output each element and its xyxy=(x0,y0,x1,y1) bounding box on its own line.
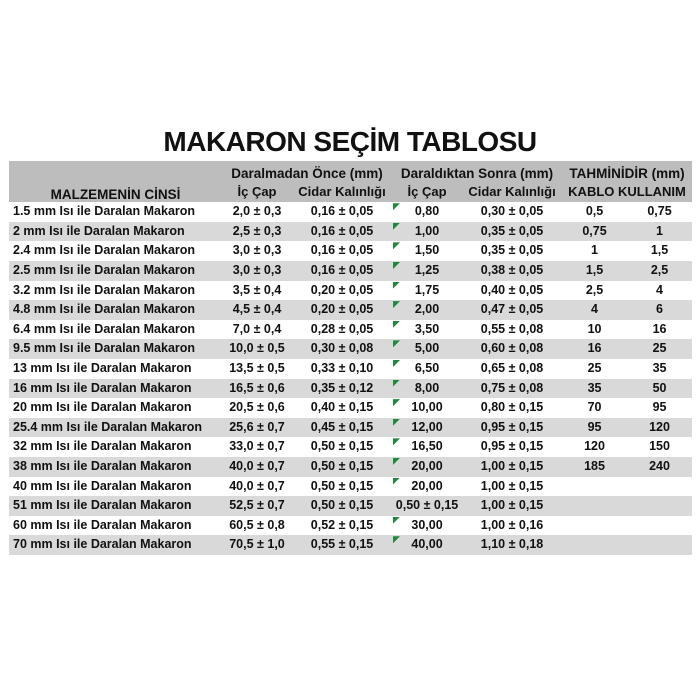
cable-usage-min-cell: 1 xyxy=(591,243,598,258)
col-header-wall-thickness-after: Cidar Kalınlığı xyxy=(462,181,562,202)
cable-usage-max-cell: 150 xyxy=(649,439,670,454)
material-name-cell: 1.5 mm Isı ile Daralan Makaron xyxy=(13,204,196,219)
table-body xyxy=(9,202,692,555)
inner-diameter-before-cell: 13,5 ± 0,5 xyxy=(229,360,285,375)
page-title: MAKARON SEÇİM TABLOSU xyxy=(163,126,537,157)
table-row xyxy=(9,202,692,222)
wall-thickness-after-cell: 1,00 ± 0,16 xyxy=(480,517,544,532)
inner-diameter-before-cell: 3,0 ± 0,3 xyxy=(232,262,282,277)
table-row xyxy=(9,516,692,536)
inner-diameter-before-cell: 40,0 ± 0,7 xyxy=(229,478,285,493)
table-row xyxy=(9,457,692,477)
wall-thickness-after-cell: 0,95 ± 0,15 xyxy=(480,419,544,434)
material-name-cell: 70 mm Isı ile Daralan Makaron xyxy=(13,537,192,552)
inner-diameter-after-cell: 20,00 xyxy=(392,457,462,477)
cable-usage-min-cell: 185 xyxy=(584,458,605,473)
cable-usage-min-cell: 16 xyxy=(587,341,602,356)
col-group-estimate: TAHMİNİDİR (mm) xyxy=(562,161,692,181)
cable-usage-max-cell xyxy=(627,535,692,555)
wall-thickness-before-cell: 0,28 ± 0,05 xyxy=(310,321,374,336)
material-name-cell: 25.4 mm Isı ile Daralan Makaron xyxy=(13,419,202,434)
inner-diameter-before-cell: 2,5 ± 0,3 xyxy=(232,223,282,238)
inner-diameter-after-cell: 2,00 xyxy=(392,300,462,320)
cell-flag-icon xyxy=(393,282,400,289)
wall-thickness-after-cell: 0,60 ± 0,08 xyxy=(480,341,544,356)
table-row xyxy=(9,300,692,320)
inner-diameter-after-cell: 0,80 xyxy=(392,202,462,222)
wall-thickness-before-cell: 0,16 ± 0,05 xyxy=(310,262,374,277)
inner-diameter-before-cell: 3,0 ± 0,3 xyxy=(232,243,282,258)
wall-thickness-before-cell: 0,50 ± 0,15 xyxy=(310,498,374,513)
material-name-cell: 9.5 mm Isı ile Daralan Makaron xyxy=(13,341,196,356)
table-row xyxy=(9,398,692,418)
wall-thickness-before-cell: 0,16 ± 0,05 xyxy=(310,204,374,219)
inner-diameter-after-cell: 0,50 ± 0,15 xyxy=(395,498,459,513)
inner-diameter-after-cell: 8,00 xyxy=(392,379,462,399)
wall-thickness-before-cell: 0,35 ± 0,12 xyxy=(310,380,374,395)
wall-thickness-before-cell: 0,50 ± 0,15 xyxy=(310,458,374,473)
cable-usage-min-cell: 70 xyxy=(587,400,602,415)
wall-thickness-after-cell: 1,00 ± 0,15 xyxy=(480,458,544,473)
material-name-cell: 16 mm Isı ile Daralan Makaron xyxy=(13,380,192,395)
cable-usage-min-cell: 95 xyxy=(587,419,602,434)
inner-diameter-before-cell: 40,0 ± 0,7 xyxy=(229,458,285,473)
wall-thickness-before-cell: 0,55 ± 0,15 xyxy=(310,537,374,552)
cell-flag-icon xyxy=(393,419,400,426)
wall-thickness-before-cell: 0,16 ± 0,05 xyxy=(310,223,374,238)
inner-diameter-after-cell: 20,00 xyxy=(392,477,462,497)
table-header xyxy=(9,161,692,202)
cell-flag-icon xyxy=(393,360,400,367)
wall-thickness-before-cell: 0,33 ± 0,10 xyxy=(310,360,374,375)
table-row xyxy=(9,261,692,281)
col-header-inner-diameter-before: İç Çap xyxy=(222,181,292,202)
inner-diameter-before-cell: 60,5 ± 0,8 xyxy=(229,517,285,532)
cable-usage-min-cell: 0,5 xyxy=(585,204,604,219)
wall-thickness-after-cell: 1,00 ± 0,15 xyxy=(480,498,544,513)
wall-thickness-after-cell: 0,80 ± 0,15 xyxy=(480,400,544,415)
col-header-cable-usage: KABLO KULLANIM xyxy=(562,181,692,202)
wall-thickness-after-cell: 0,35 ± 0,05 xyxy=(480,223,544,238)
table-row xyxy=(9,496,692,516)
wall-thickness-after-cell: 0,35 ± 0,05 xyxy=(480,243,544,258)
cable-usage-max-cell: 4 xyxy=(656,282,663,297)
table-row xyxy=(9,477,692,497)
makaron-selection-table xyxy=(9,161,692,555)
inner-diameter-after-cell: 16,50 xyxy=(392,437,462,457)
wall-thickness-before-cell: 0,50 ± 0,15 xyxy=(310,478,374,493)
wall-thickness-before-cell: 0,20 ± 0,05 xyxy=(310,302,374,317)
cable-usage-min-cell: 2,5 xyxy=(585,282,604,297)
cable-usage-min-cell: 4 xyxy=(591,302,598,317)
cable-usage-min-cell xyxy=(562,516,627,536)
inner-diameter-before-cell: 25,6 ± 0,7 xyxy=(229,419,285,434)
wall-thickness-after-cell: 1,10 ± 0,18 xyxy=(480,537,544,552)
cable-usage-min-cell: 35 xyxy=(587,380,602,395)
wall-thickness-before-cell: 0,30 ± 0,08 xyxy=(310,341,374,356)
cell-flag-icon xyxy=(393,203,400,210)
table-row xyxy=(9,535,692,555)
table-row xyxy=(9,437,692,457)
cable-usage-max-cell: 1 xyxy=(656,223,663,238)
cable-usage-min-cell: 1,5 xyxy=(585,262,604,277)
inner-diameter-before-cell: 10,0 ± 0,5 xyxy=(229,341,285,356)
material-name-cell: 2.4 mm Isı ile Daralan Makaron xyxy=(13,243,196,258)
material-name-cell: 13 mm Isı ile Daralan Makaron xyxy=(13,360,192,375)
inner-diameter-before-cell: 70,5 ± 1,0 xyxy=(229,537,285,552)
col-header-wall-thickness-before: Cidar Kalınlığı xyxy=(292,181,392,202)
table-row xyxy=(9,418,692,438)
cable-usage-max-cell: 16 xyxy=(652,321,667,336)
material-name-cell: 20 mm Isı ile Daralan Makaron xyxy=(13,400,192,415)
cable-usage-max-cell xyxy=(627,516,692,536)
cable-usage-max-cell xyxy=(627,496,692,516)
material-name-cell: 60 mm Isı ile Daralan Makaron xyxy=(13,517,192,532)
cable-usage-min-cell: 0,75 xyxy=(582,223,607,238)
wall-thickness-after-cell: 0,38 ± 0,05 xyxy=(480,262,544,277)
inner-diameter-after-cell: 10,00 xyxy=(392,398,462,418)
table-row xyxy=(9,359,692,379)
table-row xyxy=(9,241,692,261)
cell-flag-icon xyxy=(393,321,400,328)
wall-thickness-before-cell: 0,50 ± 0,15 xyxy=(310,439,374,454)
inner-diameter-before-cell: 52,5 ± 0,7 xyxy=(229,498,285,513)
cable-usage-max-cell: 25 xyxy=(652,341,667,356)
wall-thickness-after-cell: 1,00 ± 0,15 xyxy=(480,478,544,493)
material-name-cell: 2.5 mm Isı ile Daralan Makaron xyxy=(13,262,196,277)
inner-diameter-after-cell: 3,50 xyxy=(392,320,462,340)
cable-usage-max-cell: 6 xyxy=(656,302,663,317)
cell-flag-icon xyxy=(393,536,400,543)
cable-usage-max-cell: 50 xyxy=(652,380,667,395)
wall-thickness-before-cell: 0,16 ± 0,05 xyxy=(310,243,374,258)
wall-thickness-after-cell: 0,30 ± 0,05 xyxy=(480,204,544,219)
cable-usage-max-cell: 95 xyxy=(652,400,667,415)
cell-flag-icon xyxy=(393,399,400,406)
inner-diameter-after-cell: 5,00 xyxy=(392,339,462,359)
cable-usage-max-cell: 1,5 xyxy=(650,243,669,258)
cell-flag-icon xyxy=(393,340,400,347)
material-name-cell: 32 mm Isı ile Daralan Makaron xyxy=(13,439,192,454)
inner-diameter-before-cell: 2,0 ± 0,3 xyxy=(232,204,282,219)
wall-thickness-before-cell: 0,20 ± 0,05 xyxy=(310,282,374,297)
wall-thickness-before-cell: 0,52 ± 0,15 xyxy=(310,517,374,532)
cell-flag-icon xyxy=(393,380,400,387)
cable-usage-min-cell: 10 xyxy=(587,321,602,336)
inner-diameter-after-cell: 30,00 xyxy=(392,516,462,536)
table-row xyxy=(9,320,692,340)
cell-flag-icon xyxy=(393,262,400,269)
inner-diameter-after-cell: 12,00 xyxy=(392,418,462,438)
cell-flag-icon xyxy=(393,458,400,465)
wall-thickness-after-cell: 0,95 ± 0,15 xyxy=(480,439,544,454)
cable-usage-min-cell: 25 xyxy=(587,360,602,375)
cell-flag-icon xyxy=(393,438,400,445)
inner-diameter-after-cell: 1,75 xyxy=(392,281,462,301)
header-group-row xyxy=(9,161,692,181)
material-name-cell: 51 mm Isı ile Daralan Makaron xyxy=(13,498,192,513)
material-name-cell: 2 mm Isı ile Daralan Makaron xyxy=(13,223,185,238)
cell-flag-icon xyxy=(393,301,400,308)
wall-thickness-after-cell: 0,40 ± 0,05 xyxy=(480,282,544,297)
wall-thickness-after-cell: 0,55 ± 0,08 xyxy=(480,321,544,336)
inner-diameter-before-cell: 16,5 ± 0,6 xyxy=(229,380,285,395)
table-row xyxy=(9,281,692,301)
col-group-after-shrink: Daraldıktan Sonra (mm) xyxy=(392,161,562,181)
wall-thickness-before-cell: 0,45 ± 0,15 xyxy=(310,419,374,434)
cable-usage-max-cell xyxy=(627,477,692,497)
material-name-cell: 4.8 mm Isı ile Daralan Makaron xyxy=(13,302,196,317)
table-row xyxy=(9,339,692,359)
table-row xyxy=(9,379,692,399)
inner-diameter-before-cell: 20,5 ± 0,6 xyxy=(229,400,285,415)
inner-diameter-after-cell: 6,50 xyxy=(392,359,462,379)
col-header-material: MALZEMENİN CİNSİ xyxy=(9,161,222,202)
inner-diameter-before-cell: 4,5 ± 0,4 xyxy=(232,302,282,317)
cell-flag-icon xyxy=(393,478,400,485)
wall-thickness-after-cell: 0,65 ± 0,08 xyxy=(480,360,544,375)
material-name-cell: 6.4 mm Isı ile Daralan Makaron xyxy=(13,321,196,336)
wall-thickness-after-cell: 0,47 ± 0,05 xyxy=(480,302,544,317)
table-row xyxy=(9,222,692,242)
material-name-cell: 3.2 mm Isı ile Daralan Makaron xyxy=(13,282,196,297)
cable-usage-max-cell: 240 xyxy=(649,458,670,473)
cell-flag-icon xyxy=(393,242,400,249)
col-group-before-shrink: Daralmadan Önce (mm) xyxy=(222,161,392,181)
material-name-cell: 38 mm Isı ile Daralan Makaron xyxy=(13,458,192,473)
wall-thickness-before-cell: 0,40 ± 0,15 xyxy=(310,400,374,415)
cell-flag-icon xyxy=(393,517,400,524)
inner-diameter-before-cell: 33,0 ± 0,7 xyxy=(229,439,285,454)
cable-usage-min-cell xyxy=(562,535,627,555)
cable-usage-max-cell: 0,75 xyxy=(647,204,672,219)
cable-usage-max-cell: 120 xyxy=(649,419,670,434)
inner-diameter-after-cell: 1,50 xyxy=(392,241,462,261)
inner-diameter-before-cell: 3,5 ± 0,4 xyxy=(232,282,282,297)
cable-usage-min-cell xyxy=(562,496,627,516)
inner-diameter-after-cell: 1,25 xyxy=(392,261,462,281)
inner-diameter-after-cell: 1,00 xyxy=(392,222,462,242)
inner-diameter-after-cell: 40,00 xyxy=(392,535,462,555)
inner-diameter-before-cell: 7,0 ± 0,4 xyxy=(232,321,282,336)
cell-flag-icon xyxy=(393,223,400,230)
col-header-inner-diameter-after: İç Çap xyxy=(392,181,462,202)
wall-thickness-after-cell: 0,75 ± 0,08 xyxy=(480,380,544,395)
material-name-cell: 40 mm Isı ile Daralan Makaron xyxy=(13,478,192,493)
cable-usage-max-cell: 35 xyxy=(652,360,667,375)
cable-usage-min-cell xyxy=(562,477,627,497)
cable-usage-max-cell: 2,5 xyxy=(650,262,669,277)
cable-usage-min-cell: 120 xyxy=(584,439,605,454)
